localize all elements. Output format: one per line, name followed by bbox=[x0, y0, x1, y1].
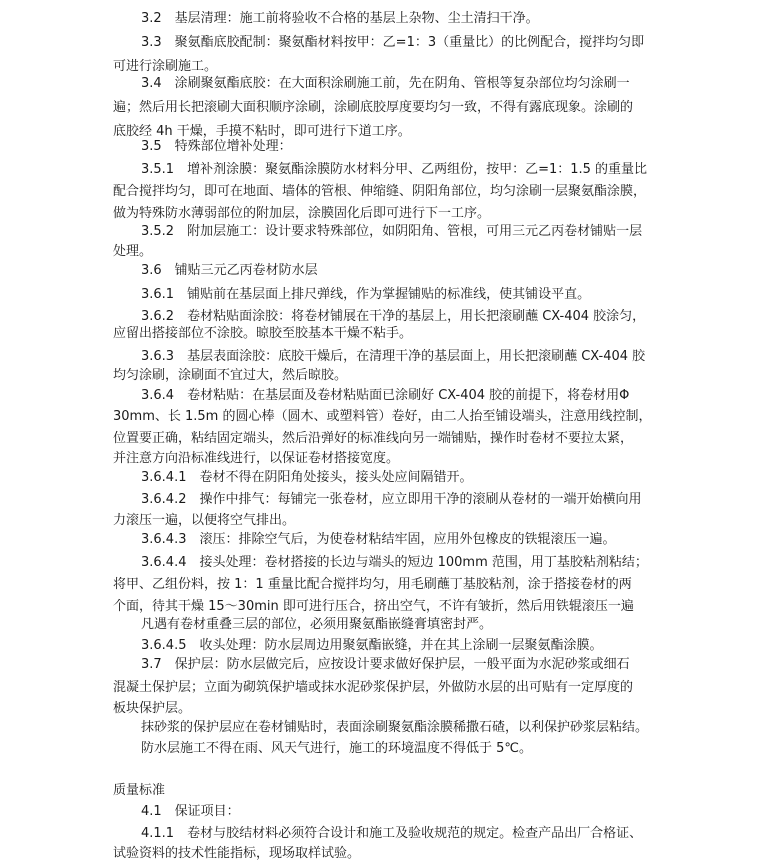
text-line: 4.1 保证项目： bbox=[141, 804, 240, 819]
text-line: 3.6.4.2 操作中排气：每铺完一张卷材，应立即用干净的滚刷从卷材的一端开始横向用 bbox=[141, 492, 642, 507]
text-line: 防水层施工不得在雨、风天气进行，施工的环境温度不得低于 5℃。 bbox=[141, 741, 533, 756]
text-line: 位置要正确，粘结固定端头，然后沿弹好的标准线向另一端铺贴，操作时卷材不要拉太紧， bbox=[113, 431, 634, 446]
text-line: 力滚压一遍，以便将空气排出。 bbox=[113, 513, 296, 528]
text-line: 凡遇有卷材重叠三层的部位，必须用聚氨酯嵌缝膏填密封严。 bbox=[141, 617, 493, 632]
text-line: 均匀涂刷，涂刷面不宜过大，然后晾胶。 bbox=[113, 368, 348, 383]
text-line: 3.6.4.1 卷材不得在阴阳角处接头，接头处应间隔错开。 bbox=[141, 470, 473, 485]
text-line: 底胶经 4h 干燥，手摸不粘时，即可进行下道工序。 bbox=[113, 124, 411, 139]
text-line: 混凝土保护层；立面为砌筑保护墙或抹水泥砂浆保护层，外做防水层的出可贴有一定厚度的 bbox=[113, 680, 634, 695]
text-line: 并注意方向沿标准线进行，以保证卷材搭接宽度。 bbox=[113, 451, 400, 466]
text-line: 3.5.2 附加层施工：设计要求特殊部位，如阴阳角、管根，可用三元乙丙卷材铺贴一层 bbox=[141, 224, 643, 239]
text-line: 30mm、长 1.5m 的圆心棒（圆木、或塑料管）卷好，由二人抬至铺设端头，注意用线控制， bbox=[113, 409, 652, 424]
text-line: 3.3 聚氨酯底胶配制：聚氨酯材料按甲：乙=1：3（重量比）的比例配合，搅拌均匀即 bbox=[141, 35, 645, 50]
section-heading: 质量标准 bbox=[113, 783, 166, 798]
text-line: 3.6.4 卷材粘贴：在基层面及卷材粘贴面已涂刷好 CX-404 胶的前提下，将卷材用Φ bbox=[141, 388, 630, 403]
text-line: 可进行涂刷施工。 bbox=[113, 59, 218, 74]
text-line: 个面，待其干燥 15～30min 即可进行压合，挤出空气，不许有皱折，然后用铁辊滚压一遍 bbox=[113, 599, 634, 614]
text-line: 3.6.1 铺贴前在基层面上排尺弹线，作为掌握铺贴的标准线，使其铺设平直。 bbox=[141, 287, 591, 302]
text-line: 试验资料的技术性能指标，现场取样试验。 bbox=[113, 846, 361, 861]
section-heading: 3.6 铺贴三元乙丙卷材防水层 bbox=[141, 263, 318, 278]
text-line: 应留出搭接部位不涂胶。晾胶至胶基本干燥不粘手。 bbox=[113, 326, 413, 341]
text-line: 3.6.4.4 接头处理：卷材搭接的长边与端头的短边 100mm 范围，用丁基胶粘剂粘结； bbox=[141, 555, 648, 570]
text-line: 3.5 特殊部位增补处理： bbox=[141, 139, 292, 154]
text-line: 抹砂浆的保护层应在卷材铺贴时，表面涂刷聚氨酯涂膜稀撒石碴，以利保护砂浆层粘结。 bbox=[141, 720, 649, 735]
text-line: 3.6.2 卷材粘贴面涂胶：将卷材铺展在干净的基层上，用长把滚刷蘸 CX-404 胶涂匀， bbox=[141, 309, 646, 324]
text-line: 3.6.4.5 收头处理：防水层周边用聚氨酯嵌缝，并在其上涂刷一层聚氨酯涂膜。 bbox=[141, 638, 603, 653]
text-line: 做为特殊防水薄弱部位的附加层，涂膜固化后即可进行下一工序。 bbox=[113, 206, 491, 221]
text-line: 3.6.3 基层表面涂胶：底胶干燥后，在清理干净的基层面上，用长把滚刷蘸 CX-404 胶 bbox=[141, 349, 646, 364]
text-line: 将甲、乙组份料，按 1：1 重量比配合搅拌均匀，用毛刷蘸丁基胶粘剂，涂于搭接卷材的两 bbox=[113, 577, 632, 592]
text-line: 配合搅拌均匀，即可在地面、墙体的管根、伸缩缝、阴阳角部位，均匀涂刷一层聚氨酯涂膜， bbox=[113, 184, 647, 199]
text-line: 4.1.1 卷材与胶结材料必须符合设计和施工及验收规范的规定。检查产品出厂合格证、 bbox=[141, 826, 643, 841]
text-line: 3.7 保护层：防水层做完后，应按设计要求做好保护层，一般平面为水泥砂浆或细石 bbox=[141, 657, 630, 672]
text-line: 遍；然后用长把滚刷大面积顺序涂刷，涂刷底胶厚度要均匀一致，不得有露底现象。涂刷的 bbox=[113, 100, 634, 115]
text-line: 3.2 基层清理：施工前将验收不合格的基层上杂物、尘土清扫干净。 bbox=[141, 11, 539, 26]
text-line: 3.6.4.3 滚压：排除空气后，为使卷材粘结牢固，应用外包橡皮的铁辊滚压一遍。 bbox=[141, 532, 616, 547]
text-line: 处理。 bbox=[113, 244, 153, 259]
text-line: 3.5.1 增补剂涂膜：聚氨酯涂膜防水材料分甲、乙两组份，按甲：乙=1：1.5 的重量比 bbox=[141, 162, 648, 177]
text-line: 板块保护层。 bbox=[113, 701, 192, 716]
text-line: 3.4 涂刷聚氨酯底胶：在大面积涂刷施工前，先在阴角、管根等复杂部位均匀涂刷一 bbox=[141, 76, 630, 91]
